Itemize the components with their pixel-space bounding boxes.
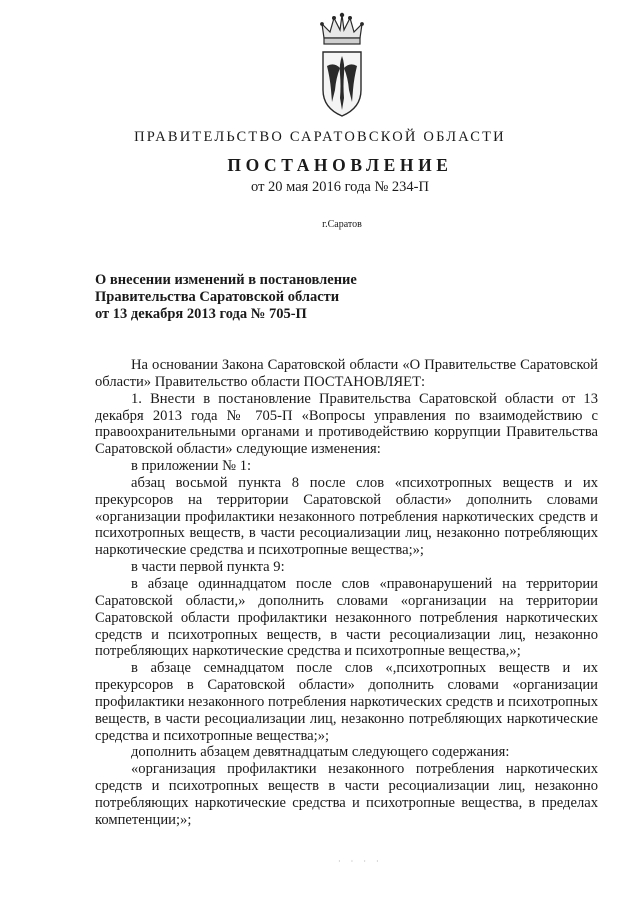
document-body [95, 357, 598, 829]
body-paragraph: «организация профилактики незаконного потребления наркотических средств и психотропных веществ в части ресоциализации лиц, незаконно потребляющих наркотические средства и психотропные вещества, в пределах компетенции;»; [95, 761, 598, 828]
body-paragraph: абзац восьмой пункта 8 после слов «психотропных веществ и их прекурсоров на территории Саратовской области» дополнить словами «организации профилактики незаконного потребления наркотических средств и психотропных веществ, в части ресоциализации лиц, незаконно потребляющих наркотические средства и психотропные вещества;»; [95, 474, 598, 559]
body-paragraph: На основании Закона Саратовской области «О Правительстве Саратовской области» Правительство области ПОСТАНОВЛЯЕТ: [95, 357, 598, 390]
saratov-coat-of-arms-emblem [318, 12, 366, 118]
document-type-title: ПОСТАНОВЛЕНИЕ [227, 155, 453, 175]
document-city: г.Саратов [322, 219, 362, 230]
subject-line: от 13 декабря 2013 года № 705-П [95, 306, 307, 322]
document-date-number: от 20 мая 2016 года № 234-П [251, 179, 429, 195]
government-name: ПРАВИТЕЛЬСТВО САРАТОВСКОЙ ОБЛАСТИ [134, 129, 506, 145]
body-paragraph: в приложении № 1: [131, 458, 252, 475]
scan-artifact-dots: · · · · [338, 857, 383, 866]
subject-line: Правительства Саратовской области [95, 289, 340, 305]
body-paragraph: в абзаце одиннадцатом после слов «правонарушений на территории Саратовской области,» дополнить словами «организации на территории Саратовской области профилактики незаконного потребления наркотических средств и психотропных веществ, в части ресоциализации лиц, незаконно потребляющих наркотические средства и психотропные вещества,»; [95, 575, 598, 660]
body-paragraph: в абзаце семнадцатом после слов «,психотропных веществ и их прекурсоров в Саратовской области» дополнить словами «организации профилактики незаконного потребления наркотических средств и психотропных веществ, в части ресоциализации лиц, незаконно потребляющих наркотические средства и психотропные вещества;»; [95, 660, 598, 744]
subject-line: О внесении изменений в постановление [95, 272, 357, 288]
body-paragraph: в части первой пункта 9: [131, 559, 285, 576]
document-subject [95, 272, 357, 323]
body-paragraph: 1. Внести в постановление Правительства Саратовской области от 13 декабря 2013 года № 705-П «Вопросы управления по взаимодействию с правоохранительными органами и противодействию коррупции Правительства Саратовской области» следующие изменения: [95, 390, 598, 458]
body-paragraph: дополнить абзацем девятнадцатым следующего содержания: [131, 744, 510, 761]
